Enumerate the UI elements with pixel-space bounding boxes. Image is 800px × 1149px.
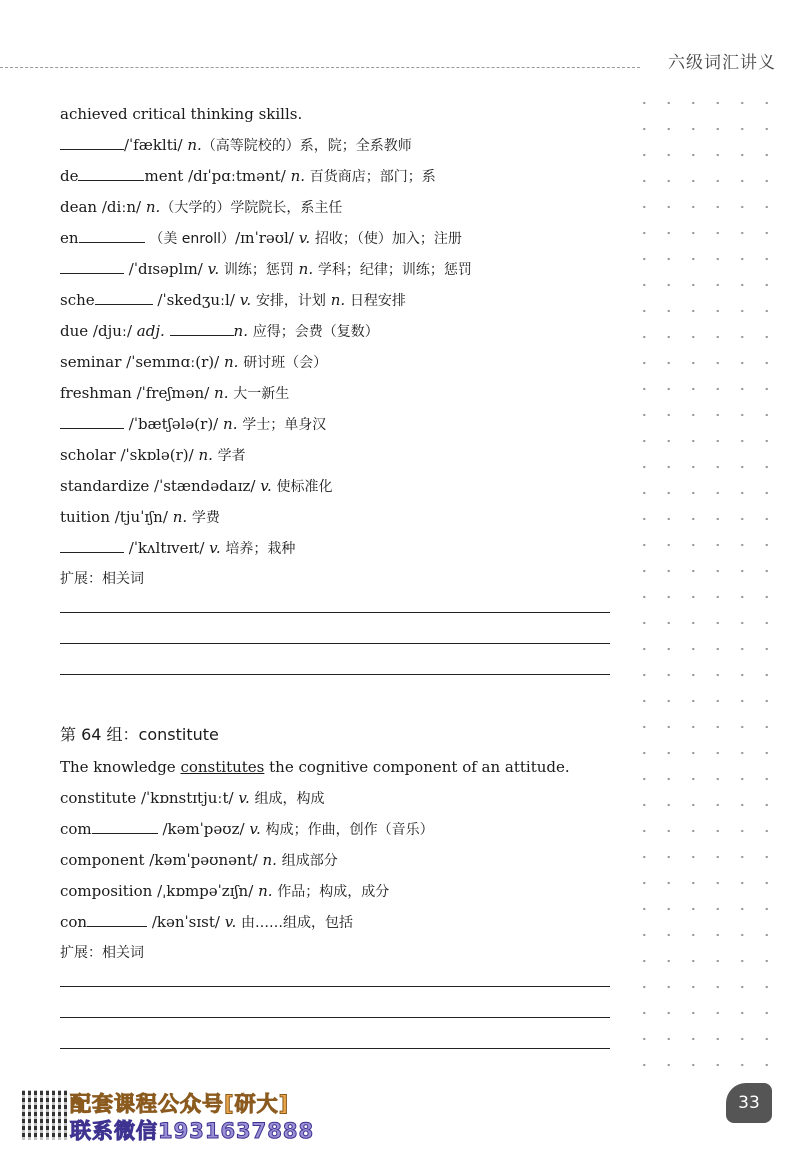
phonetic: /ˈfreʃmən/ [136, 384, 210, 402]
definition: 安排，计划 [255, 293, 326, 309]
definition: 学士；单身汉 [242, 417, 327, 433]
expand-label: 扩展：相关词 [60, 571, 144, 587]
definition: （高等院校的）系，院；全系教师 [201, 138, 412, 154]
entry-row [60, 476, 333, 497]
part-of-speech: n. [172, 508, 188, 526]
phonetic: /dɪˈpɑːtmənt/ [188, 167, 286, 185]
entry-row [60, 290, 406, 311]
definition: 百货商店；部门；系 [309, 169, 436, 185]
writing-line[interactable] [60, 674, 610, 675]
phonetic: /ˈdɪsəplɪn/ [128, 260, 203, 278]
part-of-speech: v. [238, 789, 250, 807]
headword: due [60, 322, 89, 340]
fill-blank[interactable] [60, 414, 124, 429]
entry-row [60, 788, 325, 809]
phonetic: /kəmˈpəʊz/ [162, 820, 245, 838]
phonetic: /ˈsemɪnɑː(r)/ [126, 353, 220, 371]
entry-row [60, 850, 338, 871]
fill-blank[interactable] [79, 228, 145, 243]
entry-row [60, 383, 289, 404]
part-of-speech: n. [223, 353, 239, 371]
definition: 构成；作曲，创作（音乐） [265, 822, 434, 838]
part-of-speech: v. [239, 291, 252, 309]
definition: 应得；会费（复数） [252, 324, 379, 340]
entry-row [60, 507, 220, 528]
definition: 学者 [217, 448, 246, 464]
phonetic: /ˈbætʃələ(r)/ [128, 415, 219, 433]
fill-blank[interactable] [95, 290, 153, 305]
expand-label: 扩展：相关词 [60, 945, 144, 961]
headword: composition [60, 882, 153, 900]
definition: 组成，构成 [254, 791, 325, 807]
header-rule [0, 67, 640, 68]
variant-note: （美 enroll） [149, 231, 236, 247]
headword: seminar [60, 353, 122, 371]
entry-row [60, 819, 434, 840]
part-of-speech: n. [290, 167, 305, 185]
sentence-text: the cognitive component of an attitude. [264, 758, 570, 776]
phonetic: /kənˈsɪst/ [151, 913, 220, 931]
sentence-text: The knowledge [60, 758, 181, 776]
definition: （大学的）学院院长，系主任 [160, 200, 343, 216]
entry-row [60, 259, 472, 280]
part-of-speech: v. [260, 477, 272, 495]
definition: 训练；惩罚 [223, 262, 294, 278]
fill-blank[interactable] [60, 259, 124, 274]
entry-row [60, 414, 326, 435]
phonetic: /tjuˈɪʃn/ [114, 508, 168, 526]
part-of-speech: n. [258, 882, 273, 900]
headword: standardize [60, 477, 150, 495]
part-of-speech: n. [187, 136, 202, 154]
part-of-speech: n. [198, 446, 213, 464]
writing-line[interactable] [60, 643, 610, 644]
phonetic: /ˈstændədaɪz/ [154, 477, 256, 495]
phonetic: /djuː/ [92, 322, 132, 340]
part-of-speech: v. [207, 260, 220, 278]
part-of-speech: n. [330, 291, 346, 309]
part-of-speech: n. [214, 384, 229, 402]
entry-row [60, 166, 436, 187]
phonetic: /ˈkʌltɪveɪt/ [128, 539, 205, 557]
fill-blank[interactable] [170, 321, 234, 336]
word-prefix: con [60, 913, 88, 931]
part-of-speech: adj. [136, 322, 165, 340]
headword: dean [60, 198, 98, 216]
definition: 培养；栽种 [225, 541, 296, 557]
entry-row [60, 881, 389, 902]
headword: constitute [60, 789, 137, 807]
entry-row [60, 538, 295, 559]
definition: 由……组成，包括 [241, 915, 353, 931]
phonetic: /ˈskedʒuːl/ [157, 291, 235, 309]
word-suffix: ment [144, 167, 184, 185]
qr-code-icon [22, 1090, 68, 1140]
entry-row [60, 135, 412, 156]
part-of-speech: n. [262, 851, 277, 869]
phonetic: /ˌkɒmpəˈzɪʃn/ [157, 882, 254, 900]
footer-promo [22, 1088, 315, 1144]
fill-blank[interactable] [60, 538, 124, 553]
definition: 招收；（使）加入；注册 [314, 231, 462, 247]
phonetic: /kəmˈpəʊnənt/ [149, 851, 258, 869]
part-of-speech: n. [223, 415, 238, 433]
fill-blank[interactable] [92, 819, 158, 834]
writing-line[interactable] [60, 1048, 610, 1049]
phonetic: /ɪnˈrəʊl/ [235, 229, 294, 247]
dot-grid-notes-area [632, 90, 782, 1070]
part-of-speech: v. [209, 539, 221, 557]
example-sentence [60, 757, 570, 777]
definition: 日程安排 [349, 293, 406, 309]
word-prefix: en [60, 229, 79, 247]
part-of-speech: v. [224, 913, 237, 931]
definition: 研讨班（会） [243, 355, 328, 371]
part-of-speech: n. [145, 198, 161, 216]
promo-line-1: 配套课程公众号[研大] [70, 1092, 290, 1116]
definition: 使标准化 [276, 479, 333, 495]
promo-line-2: 联系微信1931637888 [70, 1119, 315, 1143]
entry-row [60, 352, 327, 373]
entry-row [60, 321, 379, 342]
group-title: 第 64 组：constitute [60, 725, 219, 744]
definition: 学科；纪律；训练；惩罚 [317, 262, 472, 278]
headword: component [60, 851, 145, 869]
phonetic: /ˈkɒnstɪtjuːt/ [141, 789, 234, 807]
word-prefix: sche [60, 291, 95, 309]
word-prefix: com [60, 820, 92, 838]
writing-line[interactable] [60, 1017, 610, 1018]
definition: 组成部分 [281, 853, 338, 869]
entry-row [60, 228, 462, 249]
headword: freshman [60, 384, 132, 402]
headword: tuition [60, 508, 111, 526]
word-prefix: de [60, 167, 79, 185]
part-of-speech: n. [233, 322, 248, 340]
phonetic: /ˈskɒlə(r)/ [120, 446, 194, 464]
intro-text: achieved critical thinking skills. [60, 105, 303, 123]
part-of-speech: n. [298, 260, 314, 278]
fill-blank[interactable] [87, 912, 147, 927]
writing-line[interactable] [60, 986, 610, 987]
definition: 大一新生 [233, 386, 290, 402]
page-number: 33 [726, 1083, 772, 1123]
fill-blank[interactable] [78, 166, 144, 181]
key-word: constitutes [180, 758, 265, 776]
intro-sentence [60, 104, 302, 124]
page-header-title: 六级词汇讲义 [668, 53, 776, 73]
headword: scholar [60, 446, 116, 464]
part-of-speech: v. [249, 820, 261, 838]
entry-row [60, 197, 342, 218]
entry-row [60, 912, 353, 933]
phonetic: /ˈfæklti/ [124, 136, 183, 154]
phonetic: /diːn/ [101, 198, 142, 216]
part-of-speech: v. [298, 229, 311, 247]
entry-row [60, 445, 246, 466]
writing-line[interactable] [60, 612, 610, 613]
definition: 学费 [191, 510, 220, 526]
fill-blank[interactable] [60, 135, 124, 150]
definition: 作品；构成，成分 [277, 884, 390, 900]
